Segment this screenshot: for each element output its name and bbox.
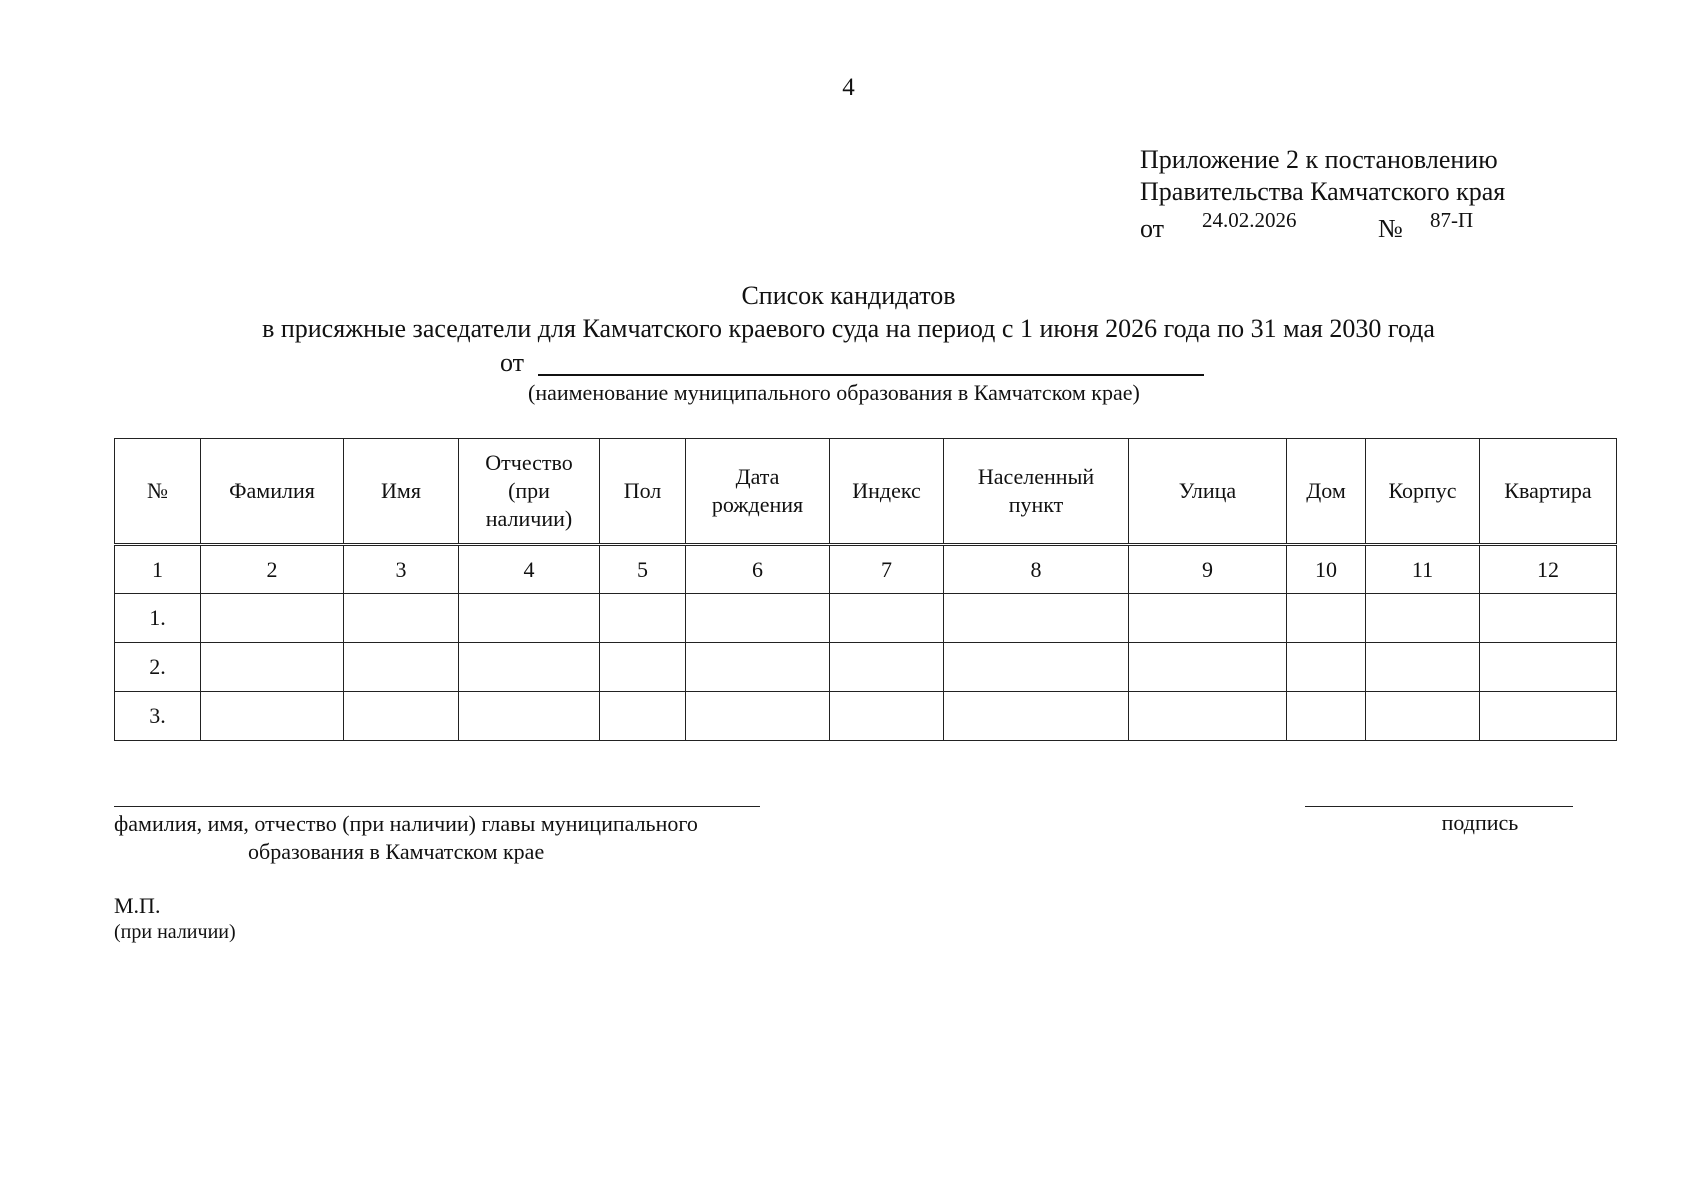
table-cell [944, 692, 1129, 741]
column-number-cell: 11 [1366, 545, 1480, 594]
table-cell [201, 692, 344, 741]
table-cell [459, 692, 600, 741]
signature-line [1305, 806, 1573, 807]
header-cell: Населенный пункт [944, 439, 1129, 545]
municipality-note: (наименование муниципального образования в Камчатском крае) [528, 380, 1140, 405]
table-cell [1366, 692, 1480, 741]
header-cell: Имя [344, 439, 459, 545]
page-number: 4 [842, 74, 855, 101]
table-cell [1366, 594, 1480, 643]
row-number-cell: 2. [115, 643, 201, 692]
head-name-line [114, 806, 760, 807]
table-cell [686, 643, 830, 692]
table-row [115, 643, 1617, 692]
table-cell [1287, 643, 1366, 692]
document-title: Список кандидатов [741, 281, 956, 310]
table-cell [686, 594, 830, 643]
header-cell: Дата рождения [686, 439, 830, 545]
municipality-fill-line [538, 374, 1204, 376]
table-cell [1480, 692, 1617, 741]
municipality-from-label: от [500, 348, 525, 377]
head-name-label [114, 810, 698, 866]
column-number-row [115, 545, 1617, 594]
header-cell: № [115, 439, 201, 545]
appendix-number-sign: № [1378, 214, 1403, 243]
table-cell [344, 692, 459, 741]
table-row [115, 692, 1617, 741]
header-cell: Отчество (при наличии) [459, 439, 600, 545]
column-number-cell: 7 [830, 545, 944, 594]
table-cell [1480, 643, 1617, 692]
table-cell [344, 643, 459, 692]
table-cell [201, 643, 344, 692]
table-cell [1129, 594, 1287, 643]
column-number-cell: 9 [1129, 545, 1287, 594]
appendix-number: 87-П [1430, 208, 1474, 232]
table-cell [1287, 594, 1366, 643]
column-number-cell: 1 [115, 545, 201, 594]
header-cell: Фамилия [201, 439, 344, 545]
appendix-line-1: Приложение 2 к постановлению [1140, 145, 1498, 174]
table-cell [944, 594, 1129, 643]
table-cell [1129, 692, 1287, 741]
column-number-cell: 5 [600, 545, 686, 594]
column-number-cell: 6 [686, 545, 830, 594]
header-cell: Дом [1287, 439, 1366, 545]
stamp-note: (при наличии) [114, 921, 236, 943]
table-cell [600, 692, 686, 741]
row-number-cell: 1. [115, 594, 201, 643]
signature-label: подпись [1441, 810, 1519, 835]
table-cell [459, 594, 600, 643]
table-cell [201, 594, 344, 643]
table-cell [1287, 692, 1366, 741]
table-cell [344, 594, 459, 643]
appendix-date: 24.02.2026 [1202, 208, 1297, 232]
table-cell [944, 643, 1129, 692]
appendix-reference [1140, 210, 1540, 242]
head-name-label-line-2: образования в Камчатском крае [248, 839, 545, 864]
table-cell [600, 594, 686, 643]
header-cell: Корпус [1366, 439, 1480, 545]
table-cell [830, 643, 944, 692]
column-number-cell: 12 [1480, 545, 1617, 594]
table-cell [459, 643, 600, 692]
table-cell [1480, 594, 1617, 643]
table-cell [600, 643, 686, 692]
header-cell: Индекс [830, 439, 944, 545]
row-number-cell: 3. [115, 692, 201, 741]
header-cell: Квартира [1480, 439, 1617, 545]
table-cell [686, 692, 830, 741]
column-number-cell: 10 [1287, 545, 1366, 594]
column-number-cell: 8 [944, 545, 1129, 594]
header-cell: Улица [1129, 439, 1287, 545]
header-cell: Пол [600, 439, 686, 545]
appendix-line-2: Правительства Камчатского края [1140, 177, 1506, 206]
table-cell [830, 594, 944, 643]
table-header-row [115, 439, 1617, 545]
head-name-label-line-1: фамилия, имя, отчество (при наличии) главы муниципального [114, 811, 698, 836]
table-cell [830, 692, 944, 741]
document-subtitle: в присяжные заседатели для Камчатского краевого суда на период с 1 июня 2026 года по 31 мая 2030 года [262, 314, 1435, 343]
table-row [115, 594, 1617, 643]
column-number-cell: 2 [201, 545, 344, 594]
appendix-from-label: от [1140, 214, 1165, 243]
candidates-table [114, 438, 1617, 741]
stamp-label: М.П. [114, 893, 161, 918]
table-cell [1129, 643, 1287, 692]
table-cell [1366, 643, 1480, 692]
appendix-header [1140, 144, 1505, 208]
column-number-cell: 4 [459, 545, 600, 594]
column-number-cell: 3 [344, 545, 459, 594]
